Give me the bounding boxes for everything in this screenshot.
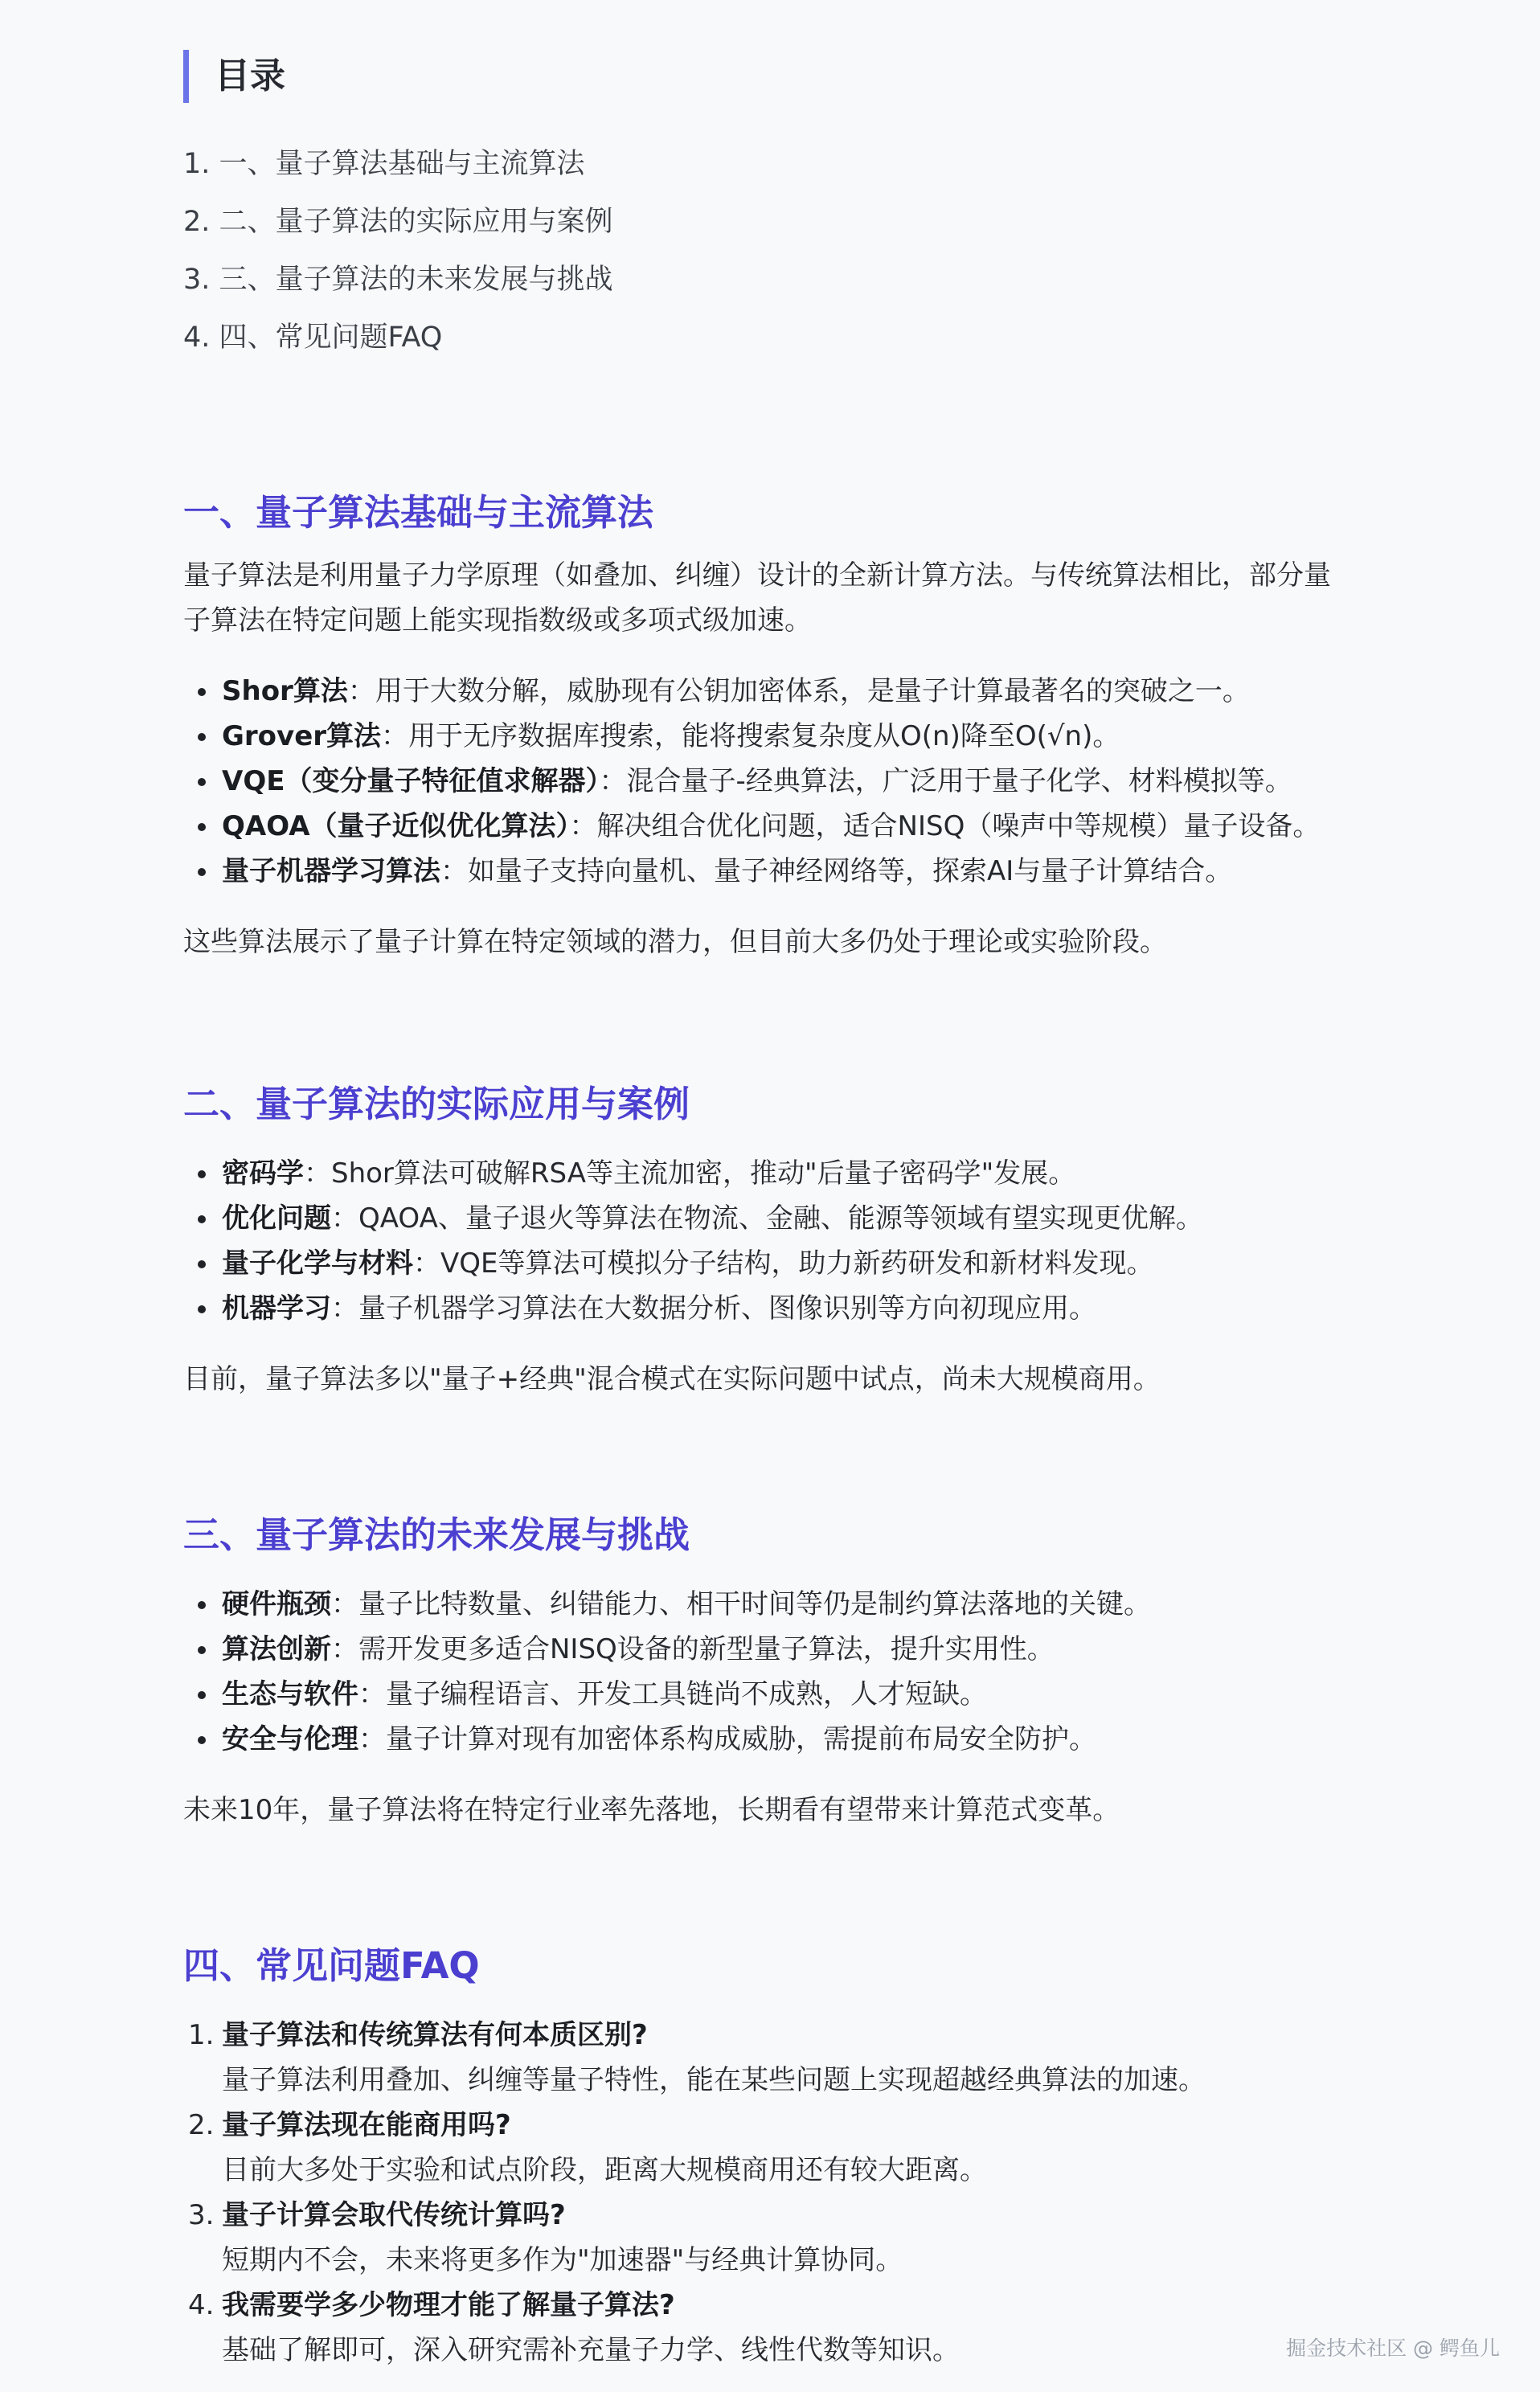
faq-question: 量子算法和传统算法有何本质区别? bbox=[222, 2019, 648, 2051]
term: Grover算法 bbox=[222, 720, 382, 752]
list-item bbox=[222, 1672, 1405, 1717]
term: VQE（变分量子特征值求解器） bbox=[222, 765, 600, 797]
term: QAOA（量子近似优化算法） bbox=[222, 810, 570, 842]
bullet-list bbox=[183, 1151, 1405, 1331]
watermark: 掘金技术社区 @ 鳄鱼儿 bbox=[1286, 2337, 1500, 2360]
list-item bbox=[222, 1241, 1405, 1286]
section-heading: 四、常见问题FAQ bbox=[183, 1944, 480, 1987]
description: ：如量子支持向量机、量子神经网络等，探索AI与量子计算结合。 bbox=[440, 855, 1233, 887]
faq-answer: 基础了解即可，深入研究需补充量子力学、线性代数等知识。 bbox=[222, 2334, 960, 2366]
toc-item[interactable] bbox=[183, 141, 613, 199]
toc-link-1[interactable]: 1. 一、量子算法基础与主流算法 bbox=[183, 148, 585, 180]
list-item bbox=[222, 849, 1405, 894]
description: ：用于无序数据库搜索，能将搜索复杂度从O(n)降至O(√n)。 bbox=[381, 720, 1120, 752]
faq-number: 1. bbox=[188, 2019, 215, 2051]
faq-question: 量子计算会取代传统计算吗? bbox=[222, 2199, 566, 2231]
section-heading: 三、量子算法的未来发展与挑战 bbox=[183, 1513, 690, 1556]
section-heading: 二、量子算法的实际应用与案例 bbox=[183, 1083, 690, 1125]
section-faq bbox=[183, 1940, 1405, 2373]
faq-number: 2. bbox=[188, 2109, 215, 2141]
closing-paragraph: 未来10年，量子算法将在特定行业率先落地，长期看有望带来计算范式变革。 bbox=[183, 1794, 1120, 1826]
description: ：量子比特数量、纠错能力、相干时间等仍是制约算法落地的关键。 bbox=[331, 1588, 1151, 1620]
term: 优化问题 bbox=[222, 1202, 331, 1235]
list-item bbox=[222, 714, 1405, 759]
list-item bbox=[222, 1151, 1405, 1196]
faq-item bbox=[188, 2283, 1405, 2373]
paragraph bbox=[183, 553, 1405, 643]
toc-link-3[interactable]: 3. 三、量子算法的未来发展与挑战 bbox=[183, 264, 613, 296]
term: 安全与伦理 bbox=[222, 1723, 358, 1755]
term: 量子化学与材料 bbox=[222, 1247, 413, 1280]
list-item bbox=[222, 1627, 1405, 1672]
faq-answer: 量子算法利用叠加、纠缠等量子特性，能在某些问题上实现超越经典算法的加速。 bbox=[222, 2064, 1206, 2096]
term: 机器学习 bbox=[222, 1292, 331, 1325]
description: ：QAOA、量子退火等算法在物流、金融、能源等领域有望实现更优解。 bbox=[331, 1202, 1203, 1235]
toc-item[interactable] bbox=[183, 199, 613, 256]
toc-item[interactable] bbox=[183, 256, 613, 314]
faq-item bbox=[188, 2013, 1405, 2103]
description: ：Shor算法可破解RSA等主流加密，推动"后量子密码学"发展。 bbox=[304, 1157, 1076, 1190]
term: 密码学 bbox=[222, 1157, 304, 1190]
description: ：量子计算对现有加密体系构成威胁，需提前布局安全防护。 bbox=[358, 1723, 1096, 1755]
closing-paragraph: 目前，量子算法多以"量子+经典"混合模式在实际问题中试点，尚未大规模商用。 bbox=[183, 1363, 1161, 1395]
faq-number: 4. bbox=[188, 2289, 215, 2321]
section-basics bbox=[183, 487, 1405, 965]
paragraph-line: 子算法在特定问题上能实现指数级或多项式级加速。 bbox=[183, 604, 812, 637]
description: ：解决组合优化问题，适合NISQ（噪声中等规模）量子设备。 bbox=[569, 810, 1321, 842]
description: ：量子编程语言、开发工具链尚不成熟，人才短缺。 bbox=[358, 1678, 987, 1710]
list-item bbox=[222, 1717, 1405, 1762]
faq-item bbox=[188, 2193, 1405, 2283]
closing-paragraph: 这些算法展示了量子计算在特定领域的潜力，但目前大多仍处于理论或实验阶段。 bbox=[183, 926, 1167, 958]
faq-question: 量子算法现在能商用吗? bbox=[222, 2109, 511, 2141]
faq-question: 我需要学多少物理才能了解量子算法? bbox=[222, 2289, 675, 2321]
description: ：需开发更多适合NISQ设备的新型量子算法，提升实用性。 bbox=[331, 1633, 1055, 1665]
list-item bbox=[222, 759, 1405, 804]
term: 量子机器学习算法 bbox=[222, 855, 440, 887]
faq-item bbox=[188, 2103, 1405, 2193]
section-future bbox=[183, 1509, 1405, 1833]
list-item bbox=[222, 1286, 1405, 1331]
faq-list bbox=[183, 2013, 1405, 2373]
faq-answer: 目前大多处于实验和试点阶段，距离大规模商用还有较大距离。 bbox=[222, 2154, 987, 2186]
description: ：混合量子-经典算法，广泛用于量子化学、材料模拟等。 bbox=[599, 765, 1292, 797]
section-heading: 一、量子算法基础与主流算法 bbox=[183, 491, 654, 534]
term: 算法创新 bbox=[222, 1633, 331, 1665]
description: ：量子机器学习算法在大数据分析、图像识别等方向初现应用。 bbox=[331, 1292, 1096, 1325]
toc-title: 目录 bbox=[183, 50, 285, 103]
bullet-list bbox=[183, 669, 1405, 894]
list-item bbox=[222, 1196, 1405, 1241]
term: 生态与软件 bbox=[222, 1678, 358, 1710]
paragraph-line: 量子算法是利用量子力学原理（如叠加、纠缠）设计的全新计算方法。与传统算法相比，部分量 bbox=[183, 559, 1331, 592]
term: Shor算法 bbox=[222, 675, 348, 707]
list-item bbox=[222, 1582, 1405, 1627]
section-applications bbox=[183, 1079, 1405, 1402]
toc-link-4[interactable]: 4. 四、常见问题FAQ bbox=[183, 322, 443, 354]
bullet-list bbox=[183, 1582, 1405, 1762]
table-of-contents bbox=[183, 141, 613, 372]
description: ：用于大数分解，威胁现有公钥加密体系，是量子计算最著名的突破之一。 bbox=[347, 675, 1250, 707]
faq-number: 3. bbox=[188, 2199, 215, 2231]
list-item bbox=[222, 804, 1405, 849]
description: ：VQE等算法可模拟分子结构，助力新药研发和新材料发现。 bbox=[413, 1247, 1154, 1280]
toc-link-2[interactable]: 2. 二、量子算法的实际应用与案例 bbox=[183, 206, 613, 238]
faq-answer: 短期内不会，未来将更多作为"加速器"与经典计算协同。 bbox=[222, 2244, 903, 2276]
term: 硬件瓶颈 bbox=[222, 1588, 331, 1620]
toc-item[interactable] bbox=[183, 314, 613, 372]
list-item bbox=[222, 669, 1405, 714]
